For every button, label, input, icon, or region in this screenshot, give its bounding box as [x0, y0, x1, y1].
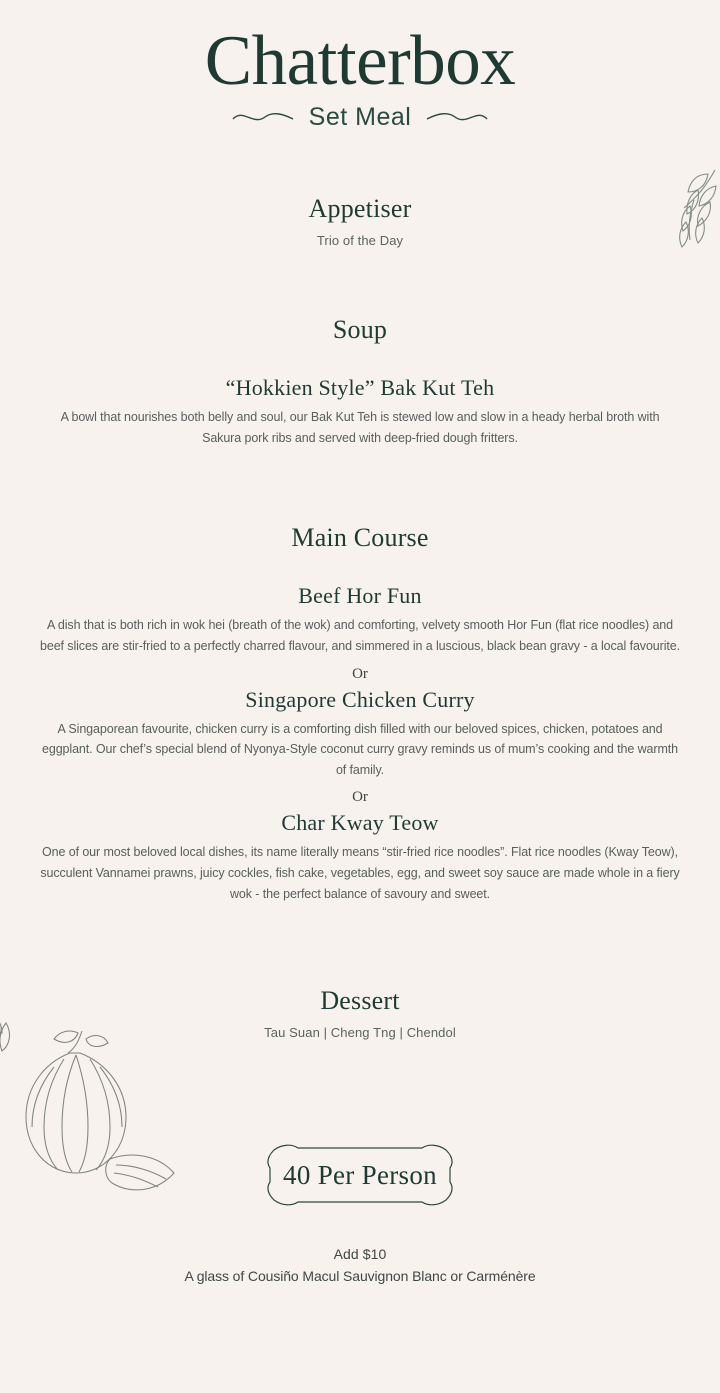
section-dessert	[14, 986, 706, 1040]
menu-content	[0, 194, 720, 1284]
section-title-soup: Soup	[332, 315, 388, 344]
dish-item	[14, 375, 706, 448]
section-title-main-course: Main Course	[291, 523, 429, 553]
price-label: 40 Per Person	[283, 1159, 437, 1190]
price-badge	[252, 1140, 468, 1210]
section-soup	[14, 315, 706, 448]
dish-name: “Hokkien Style” Bak Kut Teh	[225, 375, 495, 400]
dish-item	[14, 810, 706, 904]
addon-description: A glass of Cousiño Macul Sauvignon Blanc or Carménère	[184, 1268, 536, 1285]
section-title-dessert: Dessert	[320, 986, 400, 1016]
brand-subtitle-row	[0, 103, 720, 132]
dish-name: Char Kway Teow	[281, 810, 439, 836]
dish-name: Beef Hor Fun	[298, 583, 422, 609]
brand-subtitle: Set Meal	[308, 103, 412, 131]
or-divider: Or	[352, 789, 368, 806]
masthead	[0, 0, 720, 132]
dish-description: A bowl that nourishes both belly and soul, our Bak Kut Teh is stewed low and slow in a heady herbal broth with Sakura pork ribs and served with deep-fried dough fritters.	[60, 410, 660, 445]
dish-item	[14, 687, 706, 781]
section-title-appetiser: Appetiser	[308, 194, 412, 223]
dish-name: Singapore Chicken Curry	[245, 686, 475, 712]
or-divider: Or	[352, 665, 368, 682]
section-main-course	[14, 523, 706, 904]
appetiser-subtitle: Trio of the Day	[316, 233, 404, 248]
flourish-right-icon	[425, 110, 489, 126]
price-badge-wrapper	[14, 1140, 706, 1210]
dish-description: One of our most beloved local dishes, its name literally means “stir-fried rice noodles”. Flat rice noodles (Kway Teow), succulent Vannamei prawns, juicy cockles, fish cake, vegetables, egg, and sweet soy sauce are made whole in a fiery wok - the perfect balance of savoury and sweet.	[40, 845, 680, 901]
addon-block	[14, 1246, 706, 1284]
brand-title: Chatterbox	[204, 22, 516, 100]
dessert-subtitle: Tau Suan | Cheng Tng | Chendol	[264, 1025, 456, 1041]
dish-item	[14, 583, 706, 656]
dish-description: A dish that is both rich in wok hei (breath of the wok) and comforting, velvety smooth Hor Fun (flat rice noodles) and beef slices are stir-fried to a perfectly charred flavour, and simmered in a luscious, black bean gravy - a local favourite.	[40, 618, 680, 653]
flourish-left-icon	[231, 110, 295, 126]
dish-description: A Singaporean favourite, chicken curry is a comforting dish filled with our beloved spices, chicken, potatoes and eggplant. Our chef’s special blend of Nyonya-Style coconut curry gravy reminds us of mum’s cooking and the warmth of family.	[41, 721, 678, 777]
section-appetiser	[14, 194, 706, 248]
addon-title: Add $10	[333, 1246, 387, 1263]
